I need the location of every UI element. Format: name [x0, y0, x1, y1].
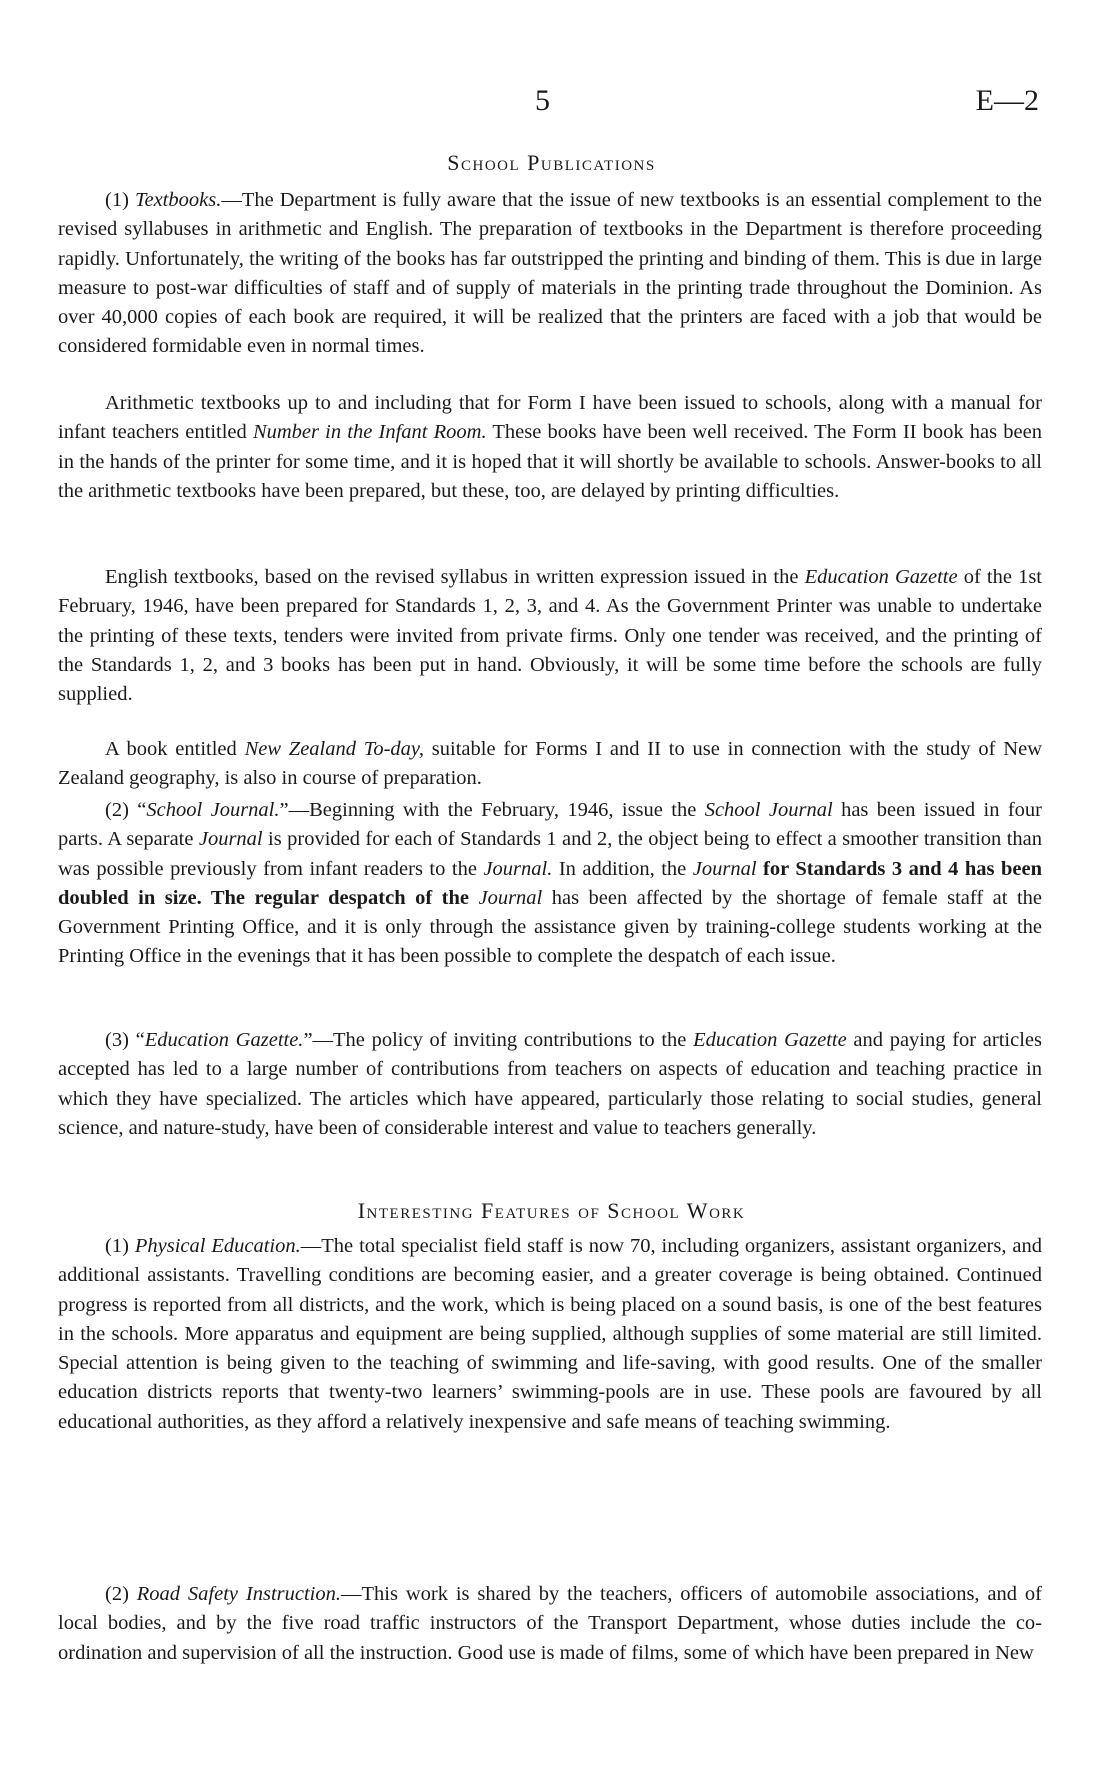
paragraph-text: has been issued in four parts. A separate	[58, 799, 1042, 851]
paragraph-arithmetic	[58, 389, 1042, 506]
item-number: (3) “	[105, 1029, 145, 1051]
paragraph-school-journal	[58, 796, 1042, 972]
item-title: Education Gazette.	[144, 1029, 304, 1051]
paragraph-english	[58, 563, 1042, 709]
paragraph-text: Arithmetic textbooks up to and including that for Form I have been issued to schools, along with a manual for infant teachers entitled	[58, 392, 1042, 444]
item-number: (2) “	[105, 799, 147, 821]
book-title: New Zealand To-day,	[244, 738, 424, 760]
item-title: Physical Education.	[134, 1235, 301, 1257]
item-number: (1)	[105, 189, 135, 211]
paragraph-text: —The total specialist field staff is now 70, including organizers, assistant organizers, and additional assistants. Travelling conditions are becoming easier, and a greater coverage is being obtained. Continued progress is reported from all districts, and the work, which is being placed on a sound basis, is one of the best features in the schools. More apparatus and equipment are being supplied, although supplies of some material are still limited. Special attention is being given to the teaching of swimming and life-saving, with good results. One of the smaller education districts reports that twenty-two learners’ swimming-pools are in use. These pools are favoured by all educational authorities, as they afford a relatively inexpensive and safe means of teaching swimming.	[58, 1235, 1043, 1433]
paragraph-road-safety	[58, 1580, 1042, 1668]
book-title: Number in the Infant Room.	[252, 421, 487, 444]
paragraph-text: A book entitled	[105, 738, 245, 760]
paragraph-text: for Standards 3 and 4 has been doubled in size. The regular despatch of the	[58, 857, 1042, 909]
publication-title: School Journal	[704, 799, 833, 821]
section-heading-interesting-features: Interesting Features of School Work	[357, 1198, 746, 1223]
publication-title: Journal	[692, 857, 757, 880]
paragraph-text: In addition, the	[552, 857, 693, 880]
paragraph-text: English textbooks, based on the revised syllabus in written expression issued in the	[105, 566, 805, 588]
publication-title: Education Gazette	[804, 566, 958, 588]
paragraph-education-gazette	[58, 1026, 1042, 1143]
item-title: School Journal.	[146, 799, 280, 821]
document-code: E—2	[975, 84, 1039, 117]
paragraph-text: ”—The policy of inviting contributions to the	[303, 1029, 694, 1051]
publication-title: Journal	[478, 886, 543, 909]
publication-title: Education Gazette	[693, 1029, 847, 1051]
item-title: Textbooks.	[134, 189, 222, 211]
paragraph-text: ”—Beginning with the February, 1946, issue the	[279, 799, 705, 821]
item-number: (2)	[105, 1583, 137, 1605]
paragraph-text: and paying for articles accepted has led to a large number of contributions from teachers on aspects of education and teaching practice in which they have specialized. The articles which have appeared, particularly those relating to social studies, general science, and nature-study, have been of considerable interest and value to teachers generally.	[58, 1029, 1042, 1139]
publication-title: Journal	[198, 828, 263, 851]
paragraph-text: —The Department is fully aware that the issue of new textbooks is an essential complement to the revised syllabuses in arithmetic and English. The preparation of textbooks in the Department is therefore proceeding rapidly. Unfortunately, the writing of the books has far outstripped the printing and binding of them. This is due in large measure to post-war difficulties of staff and of supply of materials in the printing trade throughout the Dominion. As over 40,000 copies of each book are required, it will be realized that the printers are faced with a job that would be considered formidable even in normal times.	[58, 189, 1043, 358]
paragraph-new-zealand-today	[58, 735, 1042, 794]
publication-title: Journal.	[483, 857, 553, 880]
paragraph-text: of the 1st February, 1946, have been prepared for Standards 1, 2, 3, and 4. As the Government Printer was unable to undertake the printing of these texts, tenders were invited from private firms. Only one tender was received, and the printing of the Standards 1, 2, and 3 books has been put in hand. Obviously, it will be some time before the schools are fully supplied.	[58, 566, 1042, 706]
paragraph-text: These books have been well received. The Form II book has been in the hands of the printer for some time, and it is hoped that it will shortly be available to schools. Answer-books to all the arithmetic textbooks have been prepared, but these, too, are delayed by printing difficulties.	[58, 421, 1042, 502]
item-title: Road Safety Instruction.	[136, 1583, 341, 1605]
paragraph-text: is provided for each of Standards 1 and 2, the object being to effect a smoother transition than was possible previously from infant readers to the	[58, 828, 1042, 880]
paragraph-text: suitable for Forms I and II to use in connection with the study of New Zealand geography, is also in course of preparation.	[58, 738, 1042, 790]
paragraph-text: has been affected by the shortage of female staff at the Government Printing Office, and it is only through the assistance given by training-college students working at the Printing Office in the evenings that it has been possible to complete the despatch of each issue.	[58, 886, 1042, 968]
paragraph-textbooks	[58, 186, 1042, 362]
page-number: 5	[535, 84, 550, 117]
paragraph-physical-education	[58, 1232, 1042, 1437]
paragraph-text: —This work is shared by the teachers, officers of automobile associations, and of local bodies, and by the five road traffic instructors of the Transport Department, whose duties include the co-ordination and supervision of all the instruction. Good use is made of films, some of which have been prepared in New	[58, 1583, 1042, 1664]
section-heading-school-publications: School Publications	[447, 150, 656, 175]
item-number: (1)	[105, 1235, 135, 1257]
